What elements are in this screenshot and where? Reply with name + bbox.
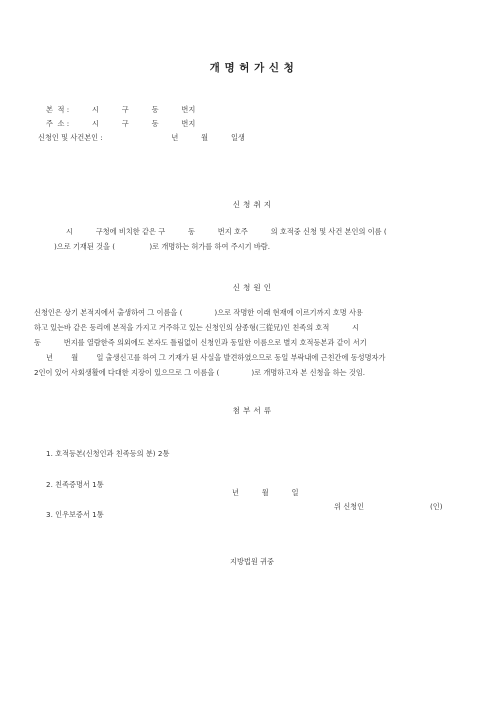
reason-heading: 신 청 원 인 [232, 283, 272, 292]
reason-paragraph [34, 305, 470, 380]
domicile-line: 본 적 : 시 구 동 번지 [46, 105, 196, 114]
reason-line: 신청인은 상기 본적지에서 출생하여 그 이름을 ( )으로 작명한 이래 현재에 이르기까지 호명 사용 [34, 308, 363, 317]
purpose-paragraph [34, 224, 470, 254]
reason-line: 년 월 일 출생신고를 하여 그 기재가 된 사실을 발견하였으므로 동일 부락내에 근친간에 동성명자가 [46, 353, 386, 362]
attachment-item: 1. 호적등본(신청인과 친족등의 분) 2통 [46, 449, 170, 458]
attachments-list [46, 430, 169, 531]
attachment-item: 3. 인우보증서 1통 [46, 510, 104, 519]
attachment-item: 2. 친족증명서 1통 [46, 479, 104, 489]
reason-line: 2인이 있어 사회생활에 다대한 지장이 있으므로 그 이름을 ( )로 개명하고자 본 신청을 하는 것임. [34, 368, 366, 377]
document-title: 개 명 허 가 신 청 [209, 62, 295, 74]
address-line: 주 소 : 시 구 동 번지 [46, 119, 196, 128]
seal-mark: (인) [430, 502, 443, 511]
signature-applicant-label: 위 신청인 [334, 502, 365, 511]
reason-line: 하고 있는바 같은 동리에 본적을 가지고 거주하고 있는 신청인의 삼종형(三從兄)인 친족의 호적 시 [34, 323, 360, 332]
signature-date: 년 월 일 [232, 488, 299, 497]
court-addressee: 지방법원 귀중 [230, 557, 274, 566]
purpose-line: 시 구청에 비치한 같은 구 동 번지 호주 의 호적중 신청 및 사건 본인의 이름 ( [66, 227, 387, 236]
applicant-birth-line: 신청인 및 사건본인 : 년 월 일생 [38, 133, 245, 142]
purpose-heading: 신 청 취 지 [232, 200, 272, 209]
purpose-line: )으로 기재된 것을 ( )로 개명하는 허가를 하여 주시기 바람. [54, 242, 270, 251]
attachments-heading: 첨 부 서 류 [232, 406, 272, 415]
reason-line: 동 번지를 열람한즉 의외에도 본자도 틀림없이 신청인과 동일한 이름으로 별지 호적등본과 같이 서기 [34, 338, 367, 347]
